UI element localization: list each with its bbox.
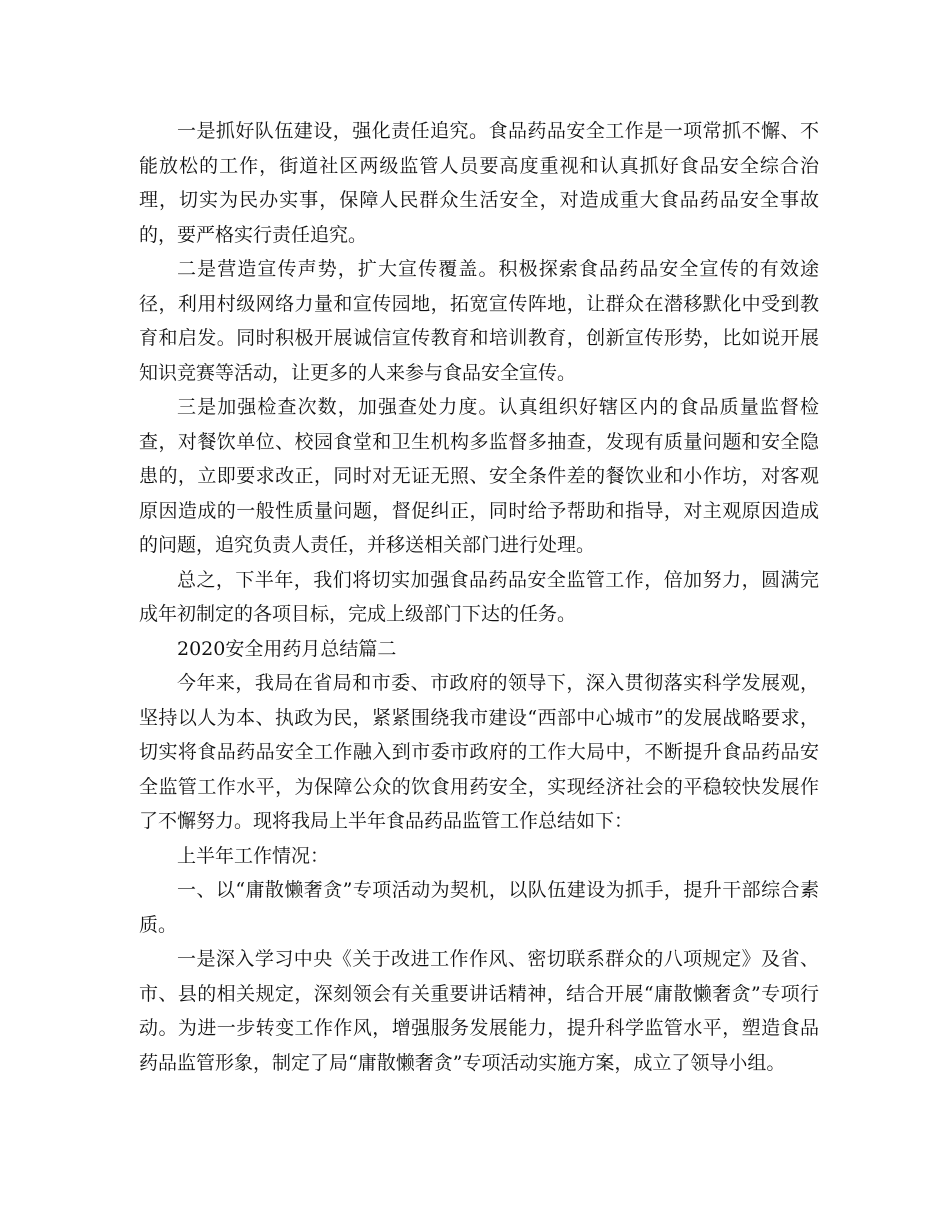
paragraph-study: 一是深入学习中央《关于改进工作作风、密切联系群众的八项规定》及省、市、县的相关规定，深刻领会有关重要讲话精神，结合开展“庸散懒奢贪”专项行动。为进一步转变工作作风，增强服务发展能力，提升科学监管水平，塑造食品药品监管形象，制定了局“庸散懒奢贪”专项活动实施方案，成立了领导小组。 <box>139 948 819 1074</box>
paragraph-subheading: 上半年工作情况： <box>177 844 330 867</box>
paragraph-conclusion: 总之，下半年，我们将切实加强食品药品安全监管工作，倍加努力，圆满完成年初制定的各项目标，完成上级部门下达的任务。 <box>139 568 819 625</box>
section-heading: 2020安全用药月总结篇二 <box>177 637 397 660</box>
paragraph-item-one: 一、以“庸散懒奢贪”专项活动为契机，以队伍建设为抓手，提升干部综合素质。 <box>139 879 819 936</box>
paragraph-publicity: 二是营造宣传声势，扩大宣传覆盖。积极探索食品药品安全宣传的有效途径，利用村级网络力量和宣传园地，拓宽宣传阵地，让群众在潜移默化中受到教育和启发。同时积极开展诚信宣传教育和培训教育，创新宣传形势，比如说开展知识竞赛等活动，让更多的人来参与食品安全宣传。 <box>139 258 819 384</box>
paragraph-inspection: 三是加强检查次数，加强查处力度。认真组织好辖区内的食品质量监督检查，对餐饮单位、校园食堂和卫生机构多监督多抽查，发现有质量问题和安全隐患的，立即要求改正，同时对无证无照、安全条件差的餐饮业和小作坊，对客观原因造成的一般性质量问题，督促纠正，同时给予帮助和指导，对主观原因造成的问题，追究负责人责任，并移送相关部门进行处理。 <box>139 396 819 556</box>
paragraph-intro: 今年来，我局在省局和市委、市政府的领导下，深入贯彻落实科学发展观，坚持以人为本、执政为民，紧紧围绕我市建设“西部中心城市”的发展战略要求，切实将食品药品安全工作融入到市委市政府的工作大局中，不断提升食品药品安全监管工作水平，为保障公众的饮食用药安全，实现经济社会的平稳较快发展作了不懈努力。现将我局上半年食品药品监管工作总结如下： <box>139 672 819 832</box>
document-body <box>139 114 819 1080</box>
paragraph-team-building: 一是抓好队伍建设，强化责任追究。食品药品安全工作是一项常抓不懈、不能放松的工作，街道社区两级监管人员要高度重视和认真抓好食品安全综合治理，切实为民办实事，保障人民群众生活安全，对造成重大食品药品安全事故的，要严格实行责任追究。 <box>139 120 819 246</box>
